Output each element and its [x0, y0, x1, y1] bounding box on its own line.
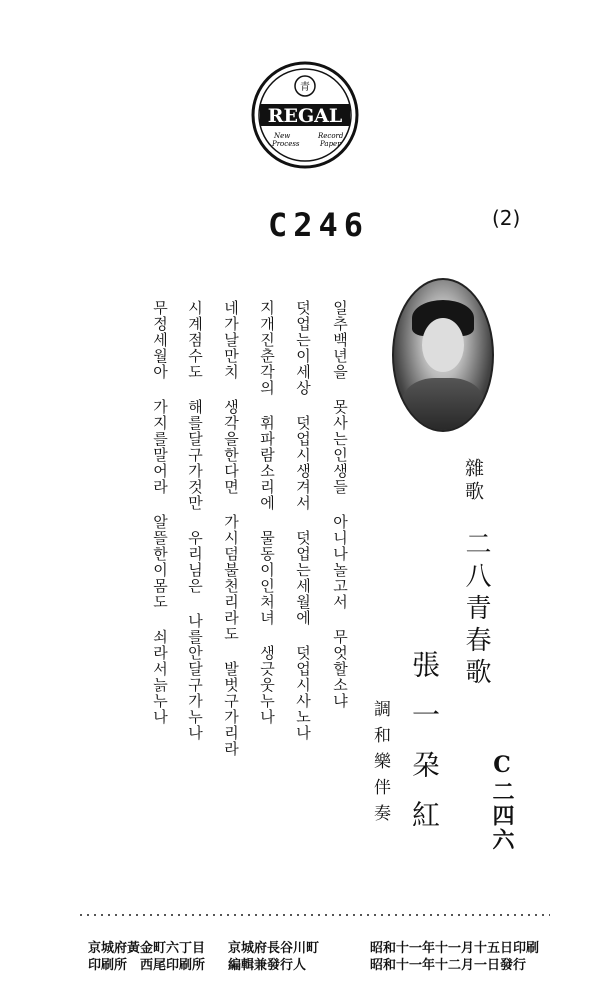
portrait-dress: [402, 378, 484, 432]
lyric-line-6: 무정세월아 가지를말어라 알뜰한이몸도 쇠라서늙누나: [151, 300, 169, 725]
portrait-face: [422, 318, 464, 372]
footer-printer: [88, 940, 205, 974]
footer-printer-address: 京城府黃金町六丁目: [88, 941, 206, 956]
logo-line4: Paper: [320, 140, 341, 148]
logo-line2: Process: [272, 140, 300, 148]
footer-print-date: 昭和十一年十一月十五日印刷: [370, 941, 540, 956]
catalog-number: C246: [268, 206, 370, 244]
genre-label: 雜歌: [462, 458, 484, 504]
footer-dates: [370, 940, 539, 974]
svg-text:青: 青: [300, 82, 310, 93]
regal-logo: [250, 60, 360, 170]
accompaniment: 調和樂伴奏: [370, 700, 390, 830]
footer-publisher-address: 京城府長谷川町: [228, 941, 320, 956]
footer-publisher-role: 編輯兼發行人: [228, 958, 307, 973]
lyric-line-4: 네가날만치 생각을한다면 가시덤불천리라도 발벗구가리라: [222, 300, 240, 757]
footer-issue-date: 昭和十一年十二月一日發行: [370, 958, 527, 973]
catalog-number-kanji: C二四六: [489, 752, 515, 852]
lyric-line-5: 시계점수도 해를달구가것만 우리님은 나를안달구가누나: [186, 300, 204, 741]
singer-portrait: [392, 278, 494, 432]
footer-publisher: [228, 940, 319, 974]
page-number: (2): [492, 206, 521, 230]
dotted-divider: [80, 912, 550, 918]
logo-brand: REGAL: [267, 105, 343, 127]
singer-name: 張一朶紅: [408, 650, 441, 850]
logo-line1: New: [274, 132, 291, 140]
lyric-line-2: 덧업는이세상 덧업시생겨서 덧업는세월에 덧업시사노나: [294, 300, 312, 741]
lyric-line-3: 지개진춘각의 휘파람소리에 물동이인처녀 생긋웃누나: [258, 300, 276, 725]
logo-line3: Record: [318, 132, 344, 140]
footer-printer-name: 印刷所 西尾印刷所: [88, 958, 206, 973]
song-title: 二八青春歌: [461, 530, 491, 690]
lyric-line-1: 일추백년을 못사는인생들 아니나놀고서 무엇할소냐: [331, 300, 349, 709]
